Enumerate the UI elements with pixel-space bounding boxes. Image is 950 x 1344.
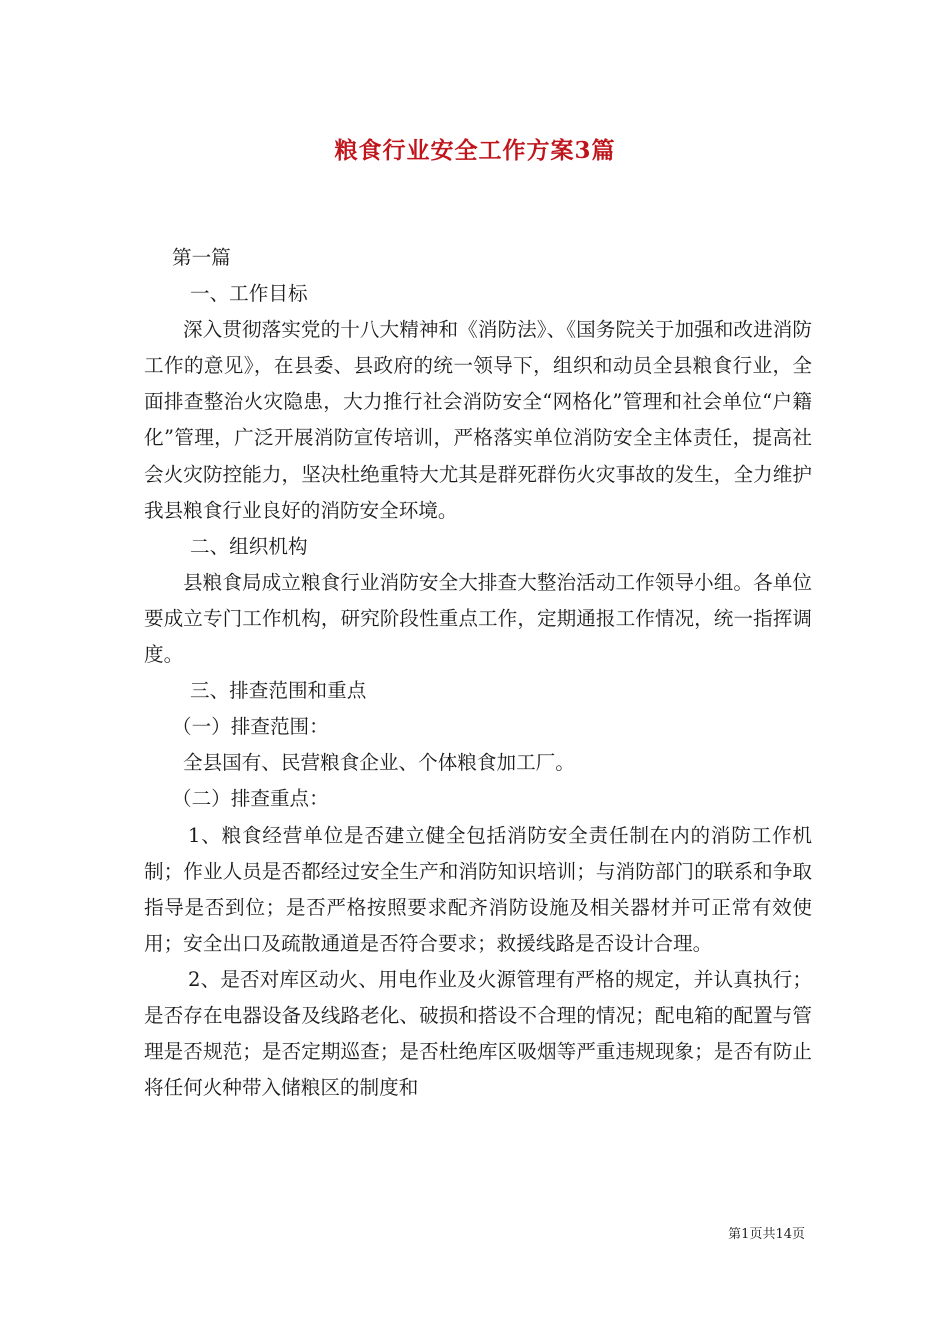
item-2-paragraph: 2、是否对库区动火、用电作业及火源管理有严格的规定，并认真执行；是否存在电器设备及线路老化、破损和搭设不合理的情况；配电箱的配置与管理是否规范；是否定期巡查；是否杜绝库区吸烟等严重违规现象；是否有防止将任何火种带入储粮区的制度和 — [144, 967, 812, 1100]
document-body — [144, 240, 812, 1106]
page-number: 第1页共14页 — [728, 1227, 805, 1242]
document-title: 粮食行业安全工作方案3篇 — [334, 137, 616, 164]
subsection-2-heading: （二）排查重点： — [172, 787, 329, 811]
section-2-heading: 二、组织机构 — [190, 534, 308, 558]
item-1-paragraph: 1、粮食经营单位是否建立健全包括消防安全责任制在内的消防工作机制；作业人员是否都经过安全生产和消防知识培训；与消防部门的联系和争取指导是否到位；是否严格按照要求配齐消防设施及相关器材并可正常有效使用；安全出口及疏散通道是否符合要求；救援线路是否设计合理。 — [144, 823, 812, 955]
subsection-1-paragraph: 全县国有、民营粮食企业、个体粮食加工厂。 — [183, 751, 575, 775]
section-1-paragraph: 深入贯彻落实党的十八大精神和《消防法》、《国务院关于加强和改进消防工作的意见》，在县委、县政府的统一领导下，组织和动员全县粮食行业，全面排查整治火灾隐患，大力推行社会消防安全“网格化”管理和社会单位“户籍化”管理，广泛开展消防宣传培训，严格落实单位消防安全主体责任，提高社会火灾防控能力，坚决杜绝重特大尤其是群死群伤火灾事故的发生，全力维护我县粮食行业良好的消防安全环境。 — [144, 318, 812, 522]
section-2-paragraph: 县粮食局成立粮食行业消防安全大排查大整治活动工作领导小组。各单位要成立专门工作机构，研究阶段性重点工作，定期通报工作情况，统一指挥调度。 — [144, 570, 812, 667]
subsection-1-heading: （一）排查范围： — [172, 715, 329, 739]
section-1-heading: 一、工作目标 — [190, 282, 308, 306]
section-3-heading: 三、排查范围和重点 — [190, 679, 367, 703]
part-heading: 第一篇 — [172, 246, 231, 269]
